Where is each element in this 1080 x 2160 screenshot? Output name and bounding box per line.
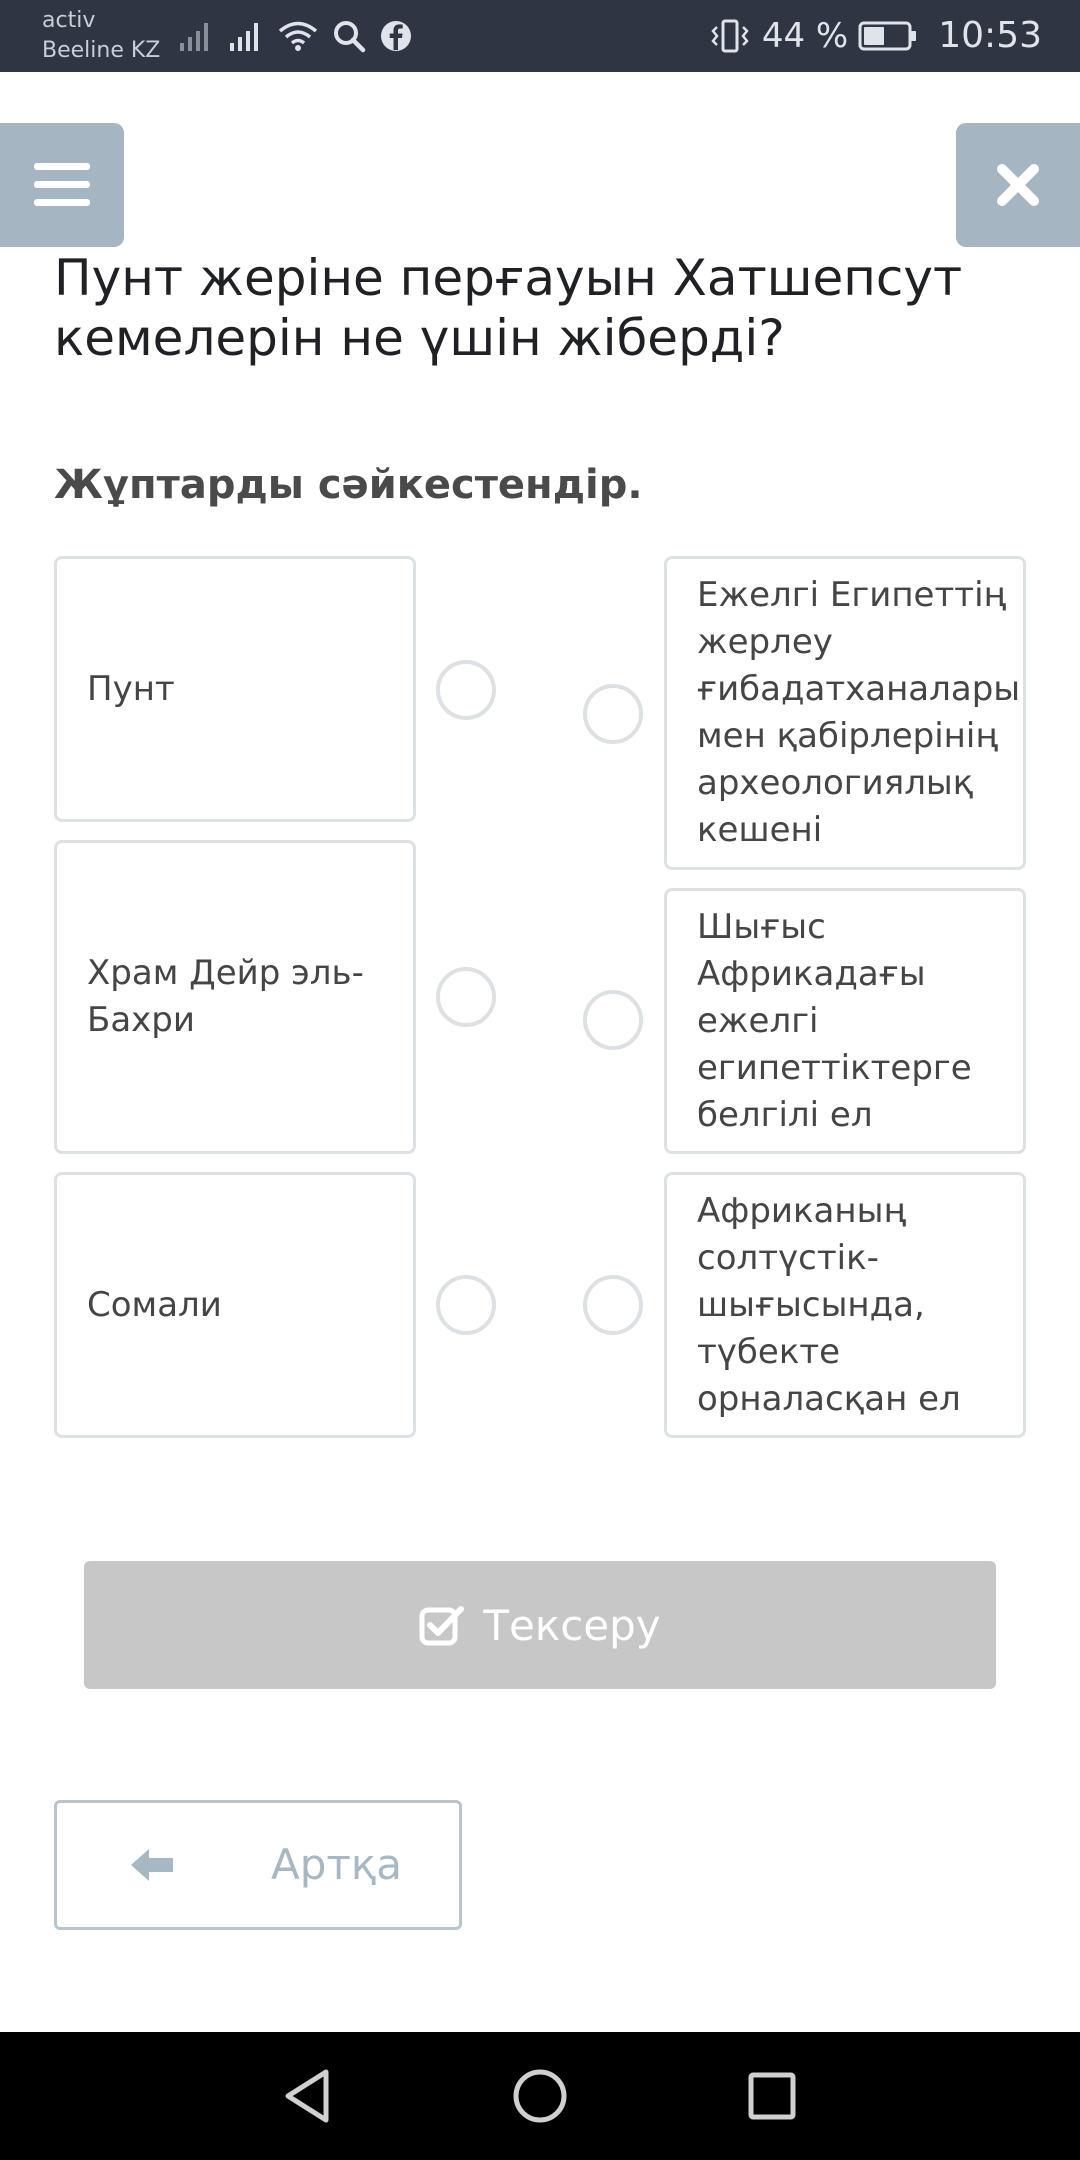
- wifi-icon: [278, 20, 318, 52]
- check-button[interactable]: [84, 1561, 996, 1689]
- home-circle-icon[interactable]: [510, 2066, 570, 2126]
- signal-icon: [178, 21, 214, 51]
- status-icons-right: [708, 14, 1042, 58]
- left-card-somalia[interactable]: [54, 1172, 416, 1438]
- back-button-label: Артқа: [271, 1840, 402, 1889]
- hamburger-menu-icon: [32, 160, 92, 210]
- right-connector-radio[interactable]: [583, 684, 643, 744]
- checkbox-check-icon: [419, 1604, 465, 1646]
- right-card-archaeological-complex[interactable]: [664, 556, 1026, 870]
- left-card-deir-el-bahri[interactable]: [54, 840, 416, 1154]
- back-button[interactable]: [54, 1800, 462, 1930]
- question-text: Пунт жеріне перғауын Хатшепсут кемелерін не үшін жіберді?: [54, 249, 963, 367]
- menu-button[interactable]: [0, 123, 124, 247]
- signal-icon: [228, 21, 264, 51]
- back-triangle-icon[interactable]: [278, 2066, 338, 2126]
- right-card-label: Шығыс Африкадағы ежелгі египеттіктерге белгілі ел: [697, 906, 972, 1135]
- close-icon: [995, 162, 1041, 208]
- left-card-label: Храм Дейр эль-Бахри: [87, 953, 364, 1040]
- left-connector-radio[interactable]: [436, 967, 496, 1027]
- navigation-bar: [0, 2032, 1080, 2160]
- carrier-line1: activ: [42, 8, 96, 33]
- instruction-text: Жұптарды сәйкестендір.: [54, 462, 643, 508]
- left-connector-radio[interactable]: [436, 1275, 496, 1335]
- right-card-label: Ежелгі Египеттің жерлеу ғибадатханалары мен қабірлерінің археологиялық кешені: [697, 575, 1021, 850]
- clock: 10:53: [938, 15, 1042, 56]
- right-connector-radio[interactable]: [583, 1275, 643, 1335]
- left-connector-radio[interactable]: [436, 660, 496, 720]
- right-card-east-africa-country[interactable]: [664, 888, 1026, 1154]
- left-card-label: Сомали: [87, 1284, 222, 1325]
- vibrate-icon: [708, 18, 752, 54]
- recents-square-icon[interactable]: [742, 2066, 802, 2126]
- facebook-icon: [380, 20, 412, 52]
- search-icon: [332, 19, 366, 53]
- battery-icon: [858, 20, 918, 52]
- right-connector-radio[interactable]: [583, 990, 643, 1050]
- carrier-line2: Beeline KZ: [42, 38, 161, 63]
- status-bar: [0, 0, 1080, 72]
- carrier-label: [42, 6, 160, 66]
- left-card-label: Пунт: [87, 668, 175, 709]
- close-button[interactable]: [956, 123, 1080, 247]
- arrow-left-icon: [129, 1847, 175, 1883]
- left-card-punt[interactable]: [54, 556, 416, 822]
- right-card-peninsula-country[interactable]: [664, 1172, 1026, 1438]
- status-icons-left: [178, 18, 412, 54]
- right-card-label: Африканың солтүстік-шығысында, түбекте орналасқан ел: [697, 1190, 961, 1419]
- battery-percent: 44 %: [761, 16, 849, 56]
- check-button-label: Тексеру: [483, 1600, 661, 1650]
